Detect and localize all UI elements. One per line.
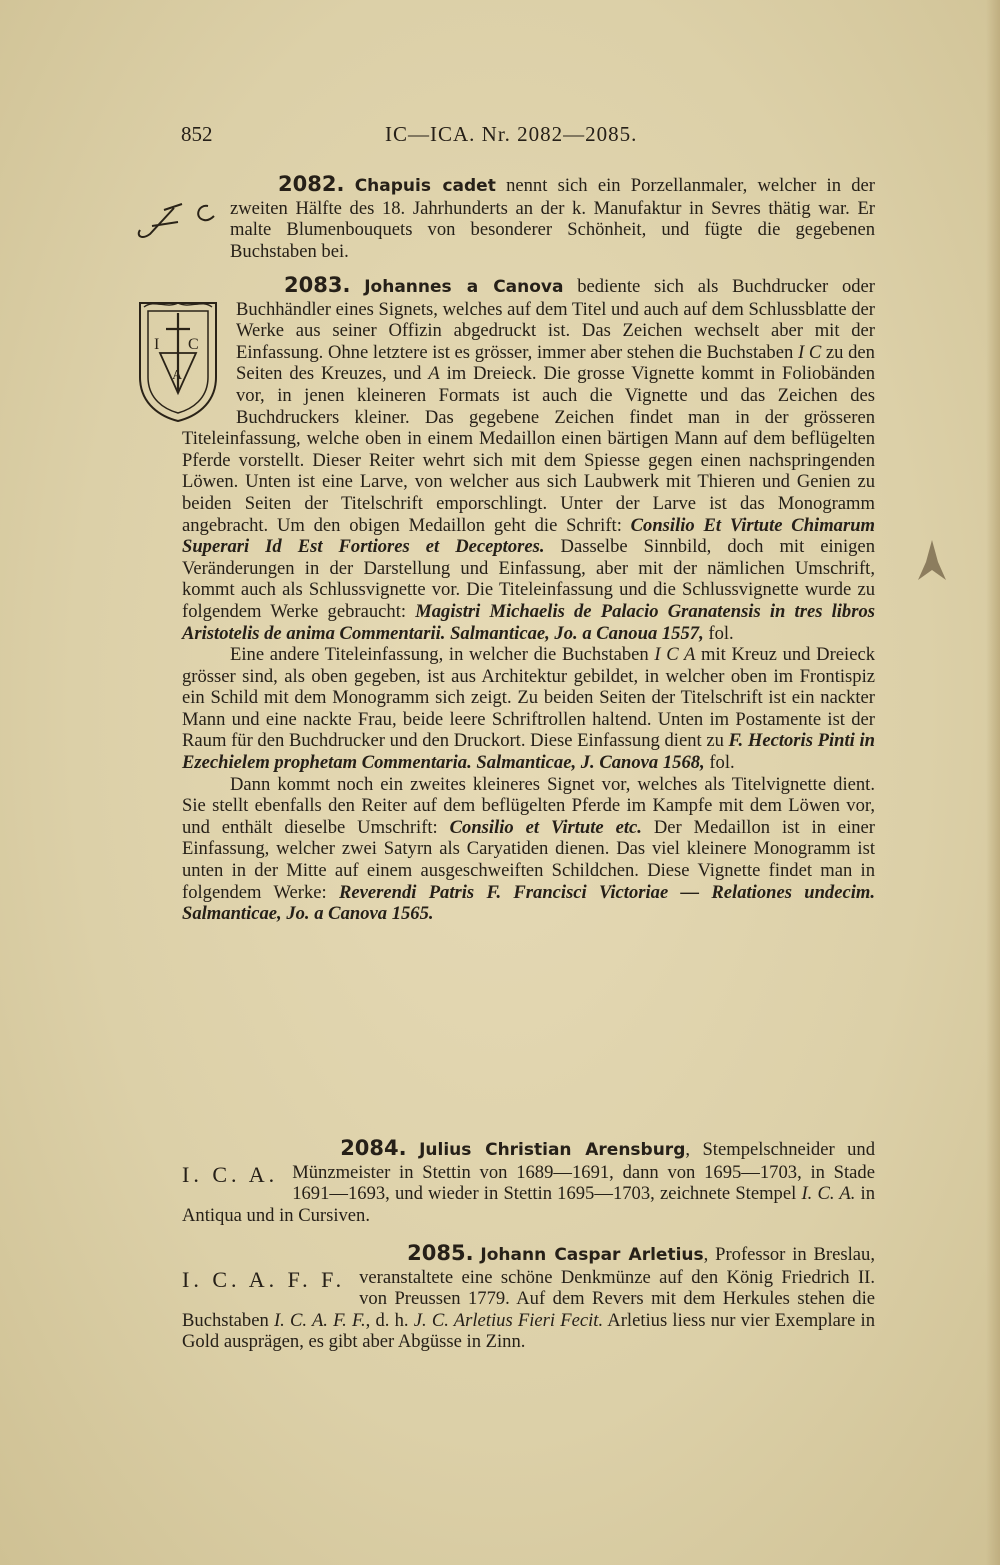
entry-name: Julius Christian Arensburg (419, 1140, 686, 1160)
entry-number: 2084. (340, 1136, 407, 1160)
arletius-mark: I. C. A. F. F. (182, 1267, 346, 1292)
svg-text:I: I (154, 336, 160, 353)
entry-2083-paragraph-3 (182, 774, 875, 925)
entry-2083-paragraph-2 (182, 644, 875, 774)
work-title: F. Hectoris Pinti in Ezechielem prophetam Commentaria. Salmanticae, J. Canova 1568, (182, 730, 875, 774)
entry-2083-paragraph-1 (154, 273, 876, 644)
signature-expansion: J. C. Arletius Fieri Fecit. (413, 1309, 604, 1331)
chapuis-signature-mark (134, 196, 224, 242)
page-edge-shadow (986, 0, 1000, 1565)
canova-signet-shield-mark (134, 297, 222, 425)
entry-2084-paragraph (182, 1138, 875, 1226)
letters-icaff: I. C. A. F. F. (273, 1309, 366, 1331)
entry-2085-paragraph (182, 1243, 875, 1353)
letters-ic: I C (797, 341, 822, 363)
entry-2083 (154, 273, 876, 925)
motto-text: Consilio Et Virtute Chimarum Superari Id Est Fortiores et Deceptores. (182, 514, 875, 558)
svg-text:C: C (188, 336, 199, 353)
entry-name: Johannes a Canova (364, 277, 564, 297)
entry-text-part: mit Kreuz und Dreieck grösser sind, als oben gegeben, ist aus Architektur gebildet, in welcher oben im Frontispiz ein Schild mit dem Monogramm sich zeigt. Zu beiden Seiten der Titelschrift ist ein nackter Mann und eine nackte Frau, beide leere Schriftrollen haltend. Unten im Postamente ist der Raum für den Buchdrucker und den Druckort. Diese Einfassung dient zu (182, 644, 875, 752)
entry-2085 (182, 1243, 875, 1353)
entry-number: 2085. (407, 1241, 474, 1265)
entry-2084 (182, 1138, 875, 1226)
letters-ica: I. C. A. (801, 1183, 856, 1205)
entry-2082-paragraph (182, 174, 875, 262)
entry-text: nennt sich ein Porzellanmaler, welcher in der zweiten Hälfte des 18. Jahrhunderts an der k. Manufaktur in Sevres thätig war. Er malte Blumenbouquets von besonderer Schönheit, und fügte die gegebenen Buchstaben bei. (230, 175, 875, 262)
svg-text:A: A (172, 368, 183, 383)
motto-text: Consilio et Virtute etc. (449, 816, 642, 838)
work-title: Reverendi Patris F. Francisci Victoriae — Relationes undecim. Salmanticae, Jo. a Canova 1565. (182, 881, 875, 925)
entry-text-part: Arletius liess nur vier Exemplare in Gold ausprägen, es gibt aber Abgüsse in Zinn. (182, 1309, 876, 1353)
entry-text-part: , Stempelschneider und Münzmeister in Stettin von 1689—1691, dann von 1695—1703, in Stade 1691—1693, und wieder in Stettin 1695—1703, zeichnete Stempel (292, 1139, 875, 1205)
entry-text-part: im Dreieck. Die grosse Vignette kommt in Foliobänden vor, in jenen kleineren Formats ist auch die Vignette und das Zeichen des Buchdruckers kleiner. Das gegebene Zeichen findet man in der grösseren Titeleinfassung, welche oben in einem Medaillon einen bärtigen Mann auf dem beflügelten Pferde vorstellt. Dieser Reiter wehrt sich mit dem Spiesse gegen einen nachspringenden Löwen. Unten ist eine Larve, von welcher aus sich Laubwerk mit Thieren und Genien zu beiden Seiten der Titelschrift emporschlingt. Unter der Larve ist das Monogramm angebracht. Um den obigen Medaillon geht die Schrift: (182, 363, 876, 536)
letter-a: A (428, 363, 440, 385)
entry-name: Chapuis cadet (354, 176, 496, 196)
running-header (181, 122, 881, 152)
margin-ornament-icon (912, 536, 952, 586)
entry-text-part: Der Medaillon ist in einer Einfassung, welcher zwei Satyrn als Caryatiden dienen. Das viel kleinere Monogramm ist unten in der Mitte auf einem ausgeschweiften Schildchen. Diese Vignette findet man in folgendem Werke: (182, 816, 876, 903)
entry-text-part: zu den Seiten des Kreuzes, und (236, 341, 875, 385)
entry-2082 (182, 174, 875, 262)
entry-text-part: bediente sich als Buchdrucker oder Buchhändler eines Signets, welches auf dem Titel und auch auf dem Schlussblatte der Werke aus seiner Offizin abgedruckt ist. Das Zeichen wechselt aber mit der Einfassung. Ohne letztere ist es grösser, immer aber stehen die Buchstaben (236, 276, 875, 363)
entry-text-part: Dasselbe Sinnbild, doch mit einigen Veränderungen in der Darstellung und Einfassung, aber mit der nämlichen Umschrift, kommt auch als Schlussvignette vor. Die Titeleinfassung und die Schlussvignette wurde zu folgendem Werke gebraucht: (182, 536, 875, 622)
work-title: Magistri Michaelis de Palacio Granatensis in tres libros Aristotelis de anima Commentarii. Salmanticae, Jo. a Canoua 1557, (182, 600, 875, 644)
entry-text-part: , d. h. (365, 1309, 414, 1331)
entry-text-part: fol. (703, 622, 734, 644)
entry-text-part: fol. (704, 752, 735, 774)
letters-ica: I C A (654, 644, 696, 666)
entry-name: Johann Caspar Arletius (480, 1245, 704, 1265)
entry-number: 2083. (284, 273, 351, 297)
entry-number: 2082. (278, 172, 345, 196)
arensburg-mark: I. C. A. (182, 1162, 279, 1187)
entry-text-part: Eine andere Titeleinfassung, in welcher die Buchstaben (230, 644, 655, 666)
page-number: 852 (181, 122, 213, 146)
entry-text-part: , Professor in Breslau, veranstaltete eine schöne Denkmünze auf den König Friedrich II. von Preussen 1779. Auf dem Revers mit dem Herkules stehen die Buchstaben (182, 1244, 875, 1331)
running-title: IC—ICA. Nr. 2082—2085. (385, 122, 638, 146)
entry-text-part: Dann kommt noch ein zweites kleineres Signet vor, welches als Titelvignette dient. Sie stellt ebenfalls den Reiter auf dem beflügelten Pferde im Kampfe mit dem Löwen vor, und enthält dieselbe Umschrift: (182, 773, 875, 838)
entry-text-part: in Antiqua und in Cursiven. (182, 1183, 875, 1226)
